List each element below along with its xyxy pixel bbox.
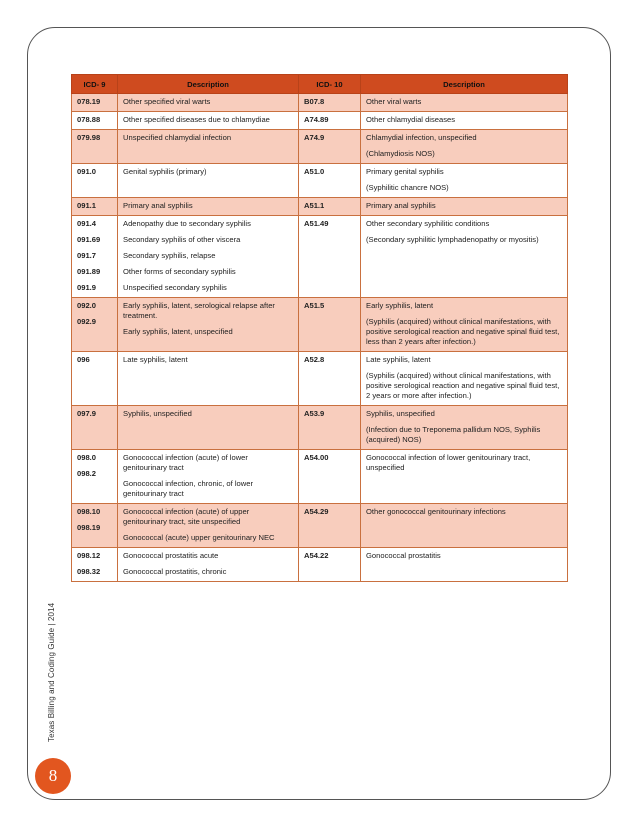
- icd9-description: Other specified diseases due to chlamydiae: [123, 115, 270, 124]
- table-row: [72, 450, 568, 504]
- icd9-code: 098.2: [77, 469, 97, 478]
- icd9-code: 078.88: [77, 115, 101, 124]
- icd9-description-cell: [118, 352, 299, 406]
- icd10-description-cell: [361, 548, 568, 582]
- icd9-code-cell: [72, 164, 118, 198]
- icd9-description-cell: [118, 112, 299, 130]
- icd9-description-cell: [118, 504, 299, 548]
- icd10-code-cell: [299, 450, 361, 504]
- icd9-code-cell: [72, 216, 118, 298]
- icd10-description: (Infection due to Treponema pallidum NOS, Syphilis (acquired) NOS): [366, 425, 541, 444]
- icd9-code: 097.9: [77, 409, 97, 418]
- icd9-code: 091.89: [77, 267, 101, 276]
- table-row: [72, 548, 568, 582]
- header-description-icd9: Description: [118, 75, 299, 94]
- icd10-description-cell: [361, 504, 568, 548]
- icd9-description-cell: [118, 216, 299, 298]
- icd9-description-cell: [118, 450, 299, 504]
- icd9-code-cell: [72, 198, 118, 216]
- icd10-description-cell: [361, 94, 568, 112]
- icd10-code: A54.00: [304, 453, 329, 462]
- icd9-description: Other specified viral warts: [123, 97, 211, 106]
- icd10-code: A51.1: [304, 201, 325, 210]
- icd9-description: Primary anal syphilis: [123, 201, 193, 210]
- icd10-code-cell: [299, 298, 361, 352]
- icd9-code: 096: [77, 355, 90, 364]
- icd9-code: 091.69: [77, 235, 101, 244]
- table-row: [72, 298, 568, 352]
- icd10-code-cell: [299, 112, 361, 130]
- icd9-code-cell: [72, 504, 118, 548]
- icd9-code: 079.98: [77, 133, 101, 142]
- icd9-description-cell: [118, 548, 299, 582]
- icd10-description: Other viral warts: [366, 97, 422, 106]
- icd9-code: 098.32: [77, 567, 101, 576]
- table-row: [72, 504, 568, 548]
- table-row: [72, 94, 568, 112]
- icd9-description: Gonococcal (acute) upper genitourinary NEC: [123, 533, 275, 542]
- icd9-code-cell: [72, 352, 118, 406]
- table-row: [72, 406, 568, 450]
- page-number: 8: [48, 766, 58, 785]
- icd9-code: 092.9: [77, 317, 97, 326]
- running-footer-label: Texas Billing and Coding Guide | 2014: [47, 602, 56, 742]
- icd9-description: Late syphilis, latent: [123, 355, 188, 364]
- icd9-description-cell: [118, 406, 299, 450]
- icd9-description: Secondary syphilis of other viscera: [123, 235, 241, 244]
- icd10-description: Primary genital syphilis: [366, 167, 444, 176]
- icd9-code: 078.19: [77, 97, 101, 106]
- icd9-code-cell: [72, 130, 118, 164]
- icd10-code: B07.8: [304, 97, 325, 106]
- icd10-description: Gonococcal infection of lower genitourinary tract, unspecified: [366, 453, 531, 472]
- icd10-code: A53.9: [304, 409, 325, 418]
- icd10-description: Early syphilis, latent: [366, 301, 434, 310]
- icd9-code: 091.9: [77, 283, 97, 292]
- icd9-description: Gonococcal infection (acute) of upper genitourinary tract, site unspecified: [123, 507, 250, 526]
- icd9-code-cell: [72, 112, 118, 130]
- icd10-description: (Chlamydiosis NOS): [366, 149, 435, 158]
- icd10-description: Chlamydial infection, unspecified: [366, 133, 477, 142]
- icd9-code-cell: [72, 450, 118, 504]
- icd10-code-cell: [299, 406, 361, 450]
- icd10-description: Other chlamydial diseases: [366, 115, 456, 124]
- icd10-description-cell: [361, 450, 568, 504]
- icd10-code-cell: [299, 504, 361, 548]
- table-body: [72, 94, 568, 582]
- icd9-description: Unspecified chlamydial infection: [123, 133, 232, 142]
- icd9-code-cell: [72, 94, 118, 112]
- icd10-code-cell: [299, 198, 361, 216]
- table-row: [72, 164, 568, 198]
- table-row: [72, 352, 568, 406]
- icd9-code-cell: [72, 298, 118, 352]
- page-number-badge: [35, 758, 71, 794]
- icd10-description-cell: [361, 164, 568, 198]
- icd10-description: Primary anal syphilis: [366, 201, 436, 210]
- icd9-code: 091.1: [77, 201, 97, 210]
- icd10-description: Gonococcal prostatitis: [366, 551, 441, 560]
- icd9-description: Unspecified secondary syphilis: [123, 283, 227, 292]
- icd10-description-cell: [361, 352, 568, 406]
- icd9-description-cell: [118, 164, 299, 198]
- icd10-code-cell: [299, 352, 361, 406]
- icd10-description-cell: [361, 130, 568, 164]
- icd9-description: Gonococcal infection (acute) of lower genitourinary tract: [123, 453, 248, 472]
- header-description-icd10: Description: [361, 75, 568, 94]
- icd9-code: 098.12: [77, 551, 101, 560]
- icd10-code-cell: [299, 164, 361, 198]
- icd9-code: 091.7: [77, 251, 97, 260]
- icd9-description: Other forms of secondary syphilis: [123, 267, 236, 276]
- header-icd10: ICD- 10: [299, 75, 361, 94]
- icd10-description-cell: [361, 406, 568, 450]
- icd9-code: 092.0: [77, 301, 97, 310]
- icd10-description: Late syphilis, latent: [366, 355, 431, 364]
- icd10-code: A51.0: [304, 167, 325, 176]
- icd10-code-cell: [299, 216, 361, 298]
- icd9-description-cell: [118, 94, 299, 112]
- header-icd9: ICD- 9: [72, 75, 118, 94]
- icd9-description: Adenopathy due to secondary syphilis: [123, 219, 251, 228]
- icd9-description-cell: [118, 298, 299, 352]
- icd10-code-cell: [299, 548, 361, 582]
- icd10-description: Other secondary syphilitic conditions: [366, 219, 490, 228]
- icd9-description-cell: [118, 130, 299, 164]
- icd10-description: (Syphilis (acquired) without clinical manifestations, with positive serological reaction and negative spinal fluid test, 2 years or more after infection.): [366, 371, 560, 400]
- icd10-description: Other gonococcal genitourinary infections: [366, 507, 506, 516]
- icd9-code-cell: [72, 406, 118, 450]
- icd10-description: (Syphilitic chancre NOS): [366, 183, 449, 192]
- icd10-code: A51.5: [304, 301, 325, 310]
- icd10-description: Syphilis, unspecified: [366, 409, 435, 418]
- icd9-code: 091.0: [77, 167, 97, 176]
- icd9-code: 091.4: [77, 219, 97, 228]
- icd9-description: Syphilis, unspecified: [123, 409, 192, 418]
- icd10-description-cell: [361, 198, 568, 216]
- icd10-code: A52.8: [304, 355, 325, 364]
- icd10-description: (Secondary syphilitic lymphadenopathy or myositis): [366, 235, 539, 244]
- icd9-code: 098.10: [77, 507, 101, 516]
- table-row: [72, 216, 568, 298]
- icd10-code-cell: [299, 130, 361, 164]
- icd9-description: Gonococcal prostatitis, chronic: [123, 567, 227, 576]
- icd9-description: Early syphilis, latent, unspecified: [123, 327, 233, 336]
- icd9-description: Genital syphilis (primary): [123, 167, 207, 176]
- icd10-description-cell: [361, 112, 568, 130]
- table-row: [72, 198, 568, 216]
- icd10-code: A51.49: [304, 219, 329, 228]
- table-row: [72, 130, 568, 164]
- icd9-description: Gonococcal prostatitis acute: [123, 551, 219, 560]
- icd10-code: A54.29: [304, 507, 329, 516]
- icd10-code: A74.89: [304, 115, 329, 124]
- icd-crosswalk-table: [71, 74, 568, 582]
- icd9-description-cell: [118, 198, 299, 216]
- icd10-description-cell: [361, 298, 568, 352]
- icd10-code-cell: [299, 94, 361, 112]
- icd9-description: Secondary syphilis, relapse: [123, 251, 216, 260]
- icd9-code-cell: [72, 548, 118, 582]
- table-row: [72, 112, 568, 130]
- icd9-description: Early syphilis, latent, serological relapse after treatment.: [123, 301, 275, 320]
- icd9-code: 098.19: [77, 523, 101, 532]
- icd9-code: 098.0: [77, 453, 97, 462]
- table-header-row: [72, 75, 568, 94]
- icd10-description-cell: [361, 216, 568, 298]
- icd9-description: Gonococcal infection, chronic, of lower genitourinary tract: [123, 479, 254, 498]
- icd10-code: A54.22: [304, 551, 329, 560]
- icd10-code: A74.9: [304, 133, 325, 142]
- icd10-description: (Syphilis (acquired) without clinical manifestations, with positive serological reaction and negative spinal fluid test, less than 2 years after infection.): [366, 317, 560, 346]
